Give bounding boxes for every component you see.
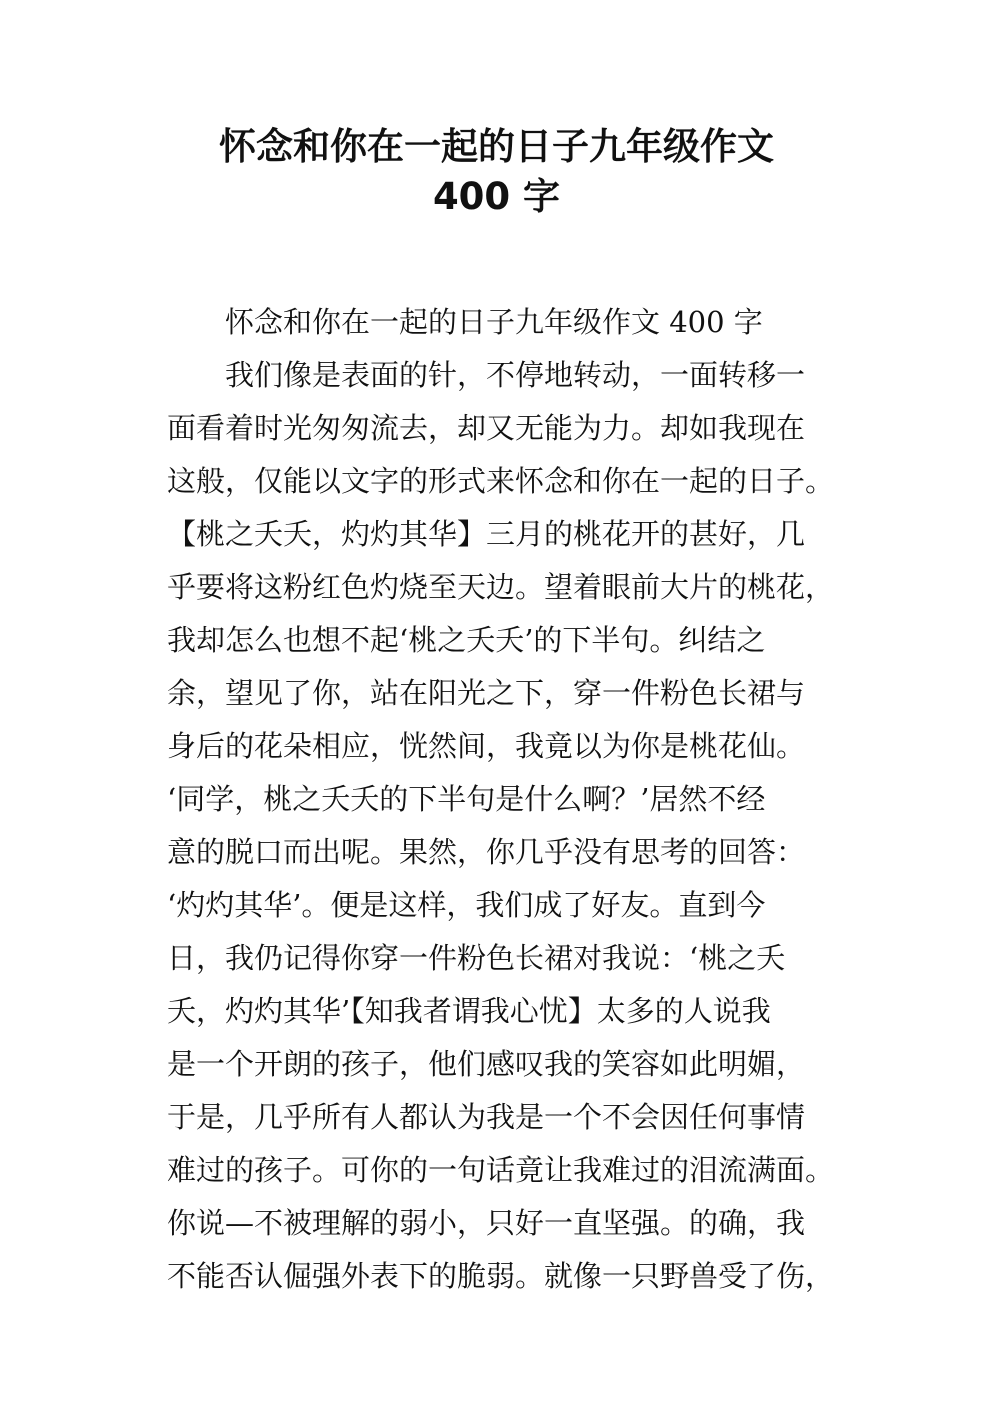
body-line: 日，我仍记得你穿一件粉色长裙对我说：‘桃之夭 (167, 941, 786, 975)
body-line: 夭，灼灼其华’【知我者谓我心忧】太多的人说我 (167, 994, 771, 1028)
body-line: 我却怎么也想不起‘桃之夭夭’的下半句。纠结之 (167, 623, 766, 657)
body-heading-line: 怀念和你在一起的日子九年级作文 400 字 (225, 305, 763, 339)
document-body (167, 296, 857, 1303)
body-line: ‘灼灼其华’。便是这样，我们成了好友。直到今 (167, 888, 766, 922)
body-line: 不能否认倔强外表下的脆弱。就像一只野兽受了伤， (167, 1259, 835, 1293)
title-line-1: 怀念和你在一起的日子九年级作文 (219, 125, 774, 168)
body-line: 【桃之夭夭，灼灼其华】三月的桃花开的甚好，几 (167, 517, 806, 551)
body-line: 难过的孩子。可你的一句话竟让我难过的泪流满面。 (167, 1153, 835, 1187)
body-line: ‘同学，桃之夭夭的下半句是什么啊？’居然不经 (167, 782, 766, 816)
body-line: 面看着时光匆匆流去，却又无能为力。却如我现在 (167, 411, 806, 445)
body-line: 于是，几乎所有人都认为我是一个不会因任何事情 (167, 1100, 806, 1134)
document-title (0, 122, 993, 222)
body-line: 身后的花朵相应，恍然间，我竟以为你是桃花仙。 (167, 729, 806, 763)
body-line: 意的脱口而出呢。果然，你几乎没有思考的回答： (167, 835, 806, 869)
title-line-2: 400 字 (432, 175, 561, 218)
body-line: 你说—不被理解的弱小，只好一直坚强。的确，我 (167, 1206, 806, 1240)
body-line: 这般，仅能以文字的形式来怀念和你在一起的日子。 (167, 464, 835, 498)
body-line: 我们像是表面的针，不停地转动，一面转移一 (225, 358, 806, 392)
body-line: 乎要将这粉红色灼烧至天边。望着眼前大片的桃花， (167, 570, 835, 604)
body-line: 是一个开朗的孩子，他们感叹我的笑容如此明媚， (167, 1047, 806, 1081)
body-line: 余，望见了你，站在阳光之下，穿一件粉色长裙与 (167, 676, 806, 710)
